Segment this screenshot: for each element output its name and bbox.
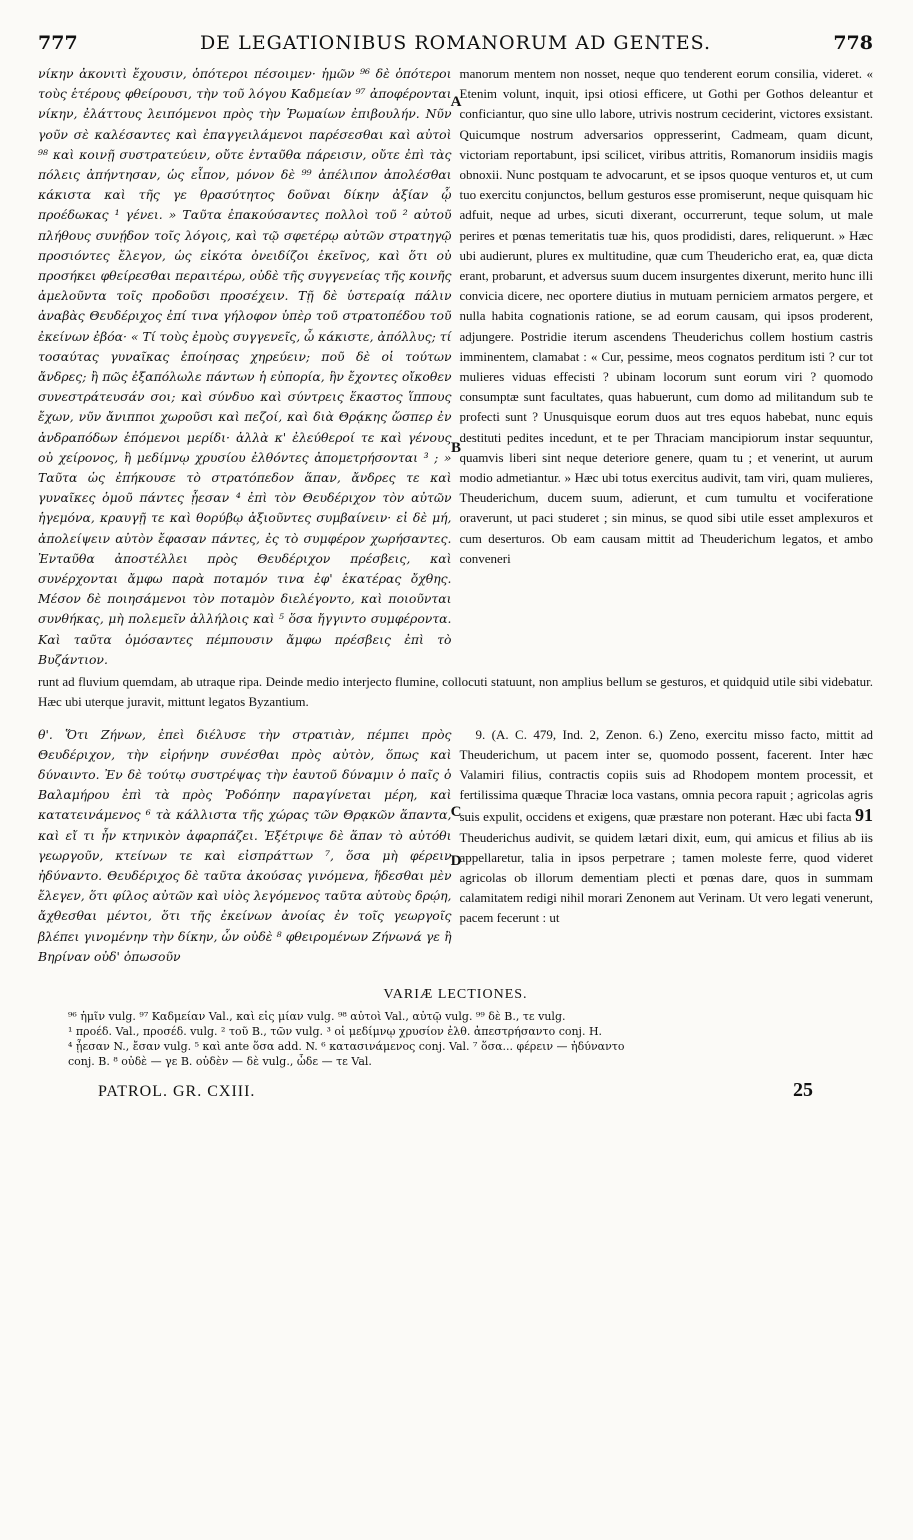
latin-column-2 [460, 725, 874, 967]
latin-column-1 [460, 64, 874, 670]
section-two [38, 725, 873, 967]
latin-paragraph: manorum mentem non nosset, neque quo tenderent eorum consilia, videret. « Etenim volunt, inquit, ipsi otiosi efficere, ut Gothi per Gothos deleantur et conficiantur, quo sine ullo labore, utrivis nostrum ceciderint, victores exsistant. Quicumque nostrum adversarios oppresserint, Cadmeam, quam dicunt, victoriam reportabunt, ipsi scilicet, viribus attritis, Romanorum insidiis magis obnoxii. Nunc postquam te advocarunt, et se ipsos quoque venturos et, ut cum tuo exercitu conjunctos, bellum gesturos esse promiserunt, neque quisquam hic adfuit, neque ad urbes, sicuti dixerant, occurrerunt, teque solum, ut male perires et pœnas temeritatis tuæ his, quos prodidisti, dares, reliquerunt. » Hæc ubi audierunt, plures ex multitudine, quæ cum Theudericho erat, ea, quæ dicta erant, probarunt, et adversus suum ducem insurgentes dixerunt, merito hunc illi convicia dicere, nec oportere diutius in mutuam perniciem armatos pergere, et nulla habita cognationis ratione, se ad eorum causam, qui ipsos proderent, adjungere. Postridie iterum ascendens Theuderichus collem hostium castris imminentem, clamabat : « Cur, pessime, meos cognatos perditum isti ? cur tot mulieres viduas effecisti ? ubinam locorum sunt eorum viri ? quomodo consumptæ sunt facultates, quas habuerunt, cum domo ad militandum sub te profecti sunt ? Unusquisque eorum duos aut tres equos habebat, nunc equis destituti pedites incedunt, et te per Thraciam mancipiorum instar sequuntur, quamvis liberi sint neque deteriore genere, quam tu ; et venerint, ut aurum modio admetiantur. » Hæc ubi totus exercitus audivit, tam viri, quam mulieres, Theuderichum, ducem suum, adierunt, et cum tumultu et vociferatione oraverunt, ut paci studeret ; sin minus, se quod sibi utile esset amplexuros et cum deserturos. Ob eam causam mittit ad Theuderichum legatos, et ambo conveneri [459, 66, 873, 566]
full-width-paragraph: runt ad fluvium quemdam, ab utraque ripa. Deinde medio interjecto flumine, collocuti statuunt, non amplius bellum se gesturos, et quidquid utile sibi videbatur. Hæc ubi uterque juravit, mittunt legatos Byzantium. [38, 674, 873, 710]
greek-paragraph-9: θ'. Ὅτι Ζήνων, ἐπεὶ διέλυσε τὴν στρατιὰν, πέμπει πρὸς Θευδέριχον, τὴν εἰρήνην συνέσθαι πρὸς αὐτὸν, ὅπως καὶ δύναιντο. Ἐν δὲ τούτῳ συστρέψας τὴν ἑαυτοῦ δύναμιν ὁ παῖς ὁ Βαλαμήρου ἐπὶ τὰ πρὸς Ῥοδόπην παραγίνεται μέρη, καὶ κατατεινάμενος ⁶ τὰ κάλλιστα τῆς χώρας τῶν Θρᾳκῶν ἅπαντα, καὶ εἴ τι ἦν κτηνικὸν ἀφαρπάζει. Ἐξέτριψε δὲ ἅπαν τὸ αὐτόθι γεωργοῦν, κτείνων τε καὶ εἰσπράττων ⁷, ὅσα μὴ φέρειν ἠδύναντο. Θευδέριχος δὲ ταῦτα ἀκούσας γινόμενα, ἥδεσθαι μὲν ἔλεγεν, ὅτι φίλος αὐτῶν καὶ υἱὸς λεγόμενος ταῦτα αὐτοὺς δρῴη, ἄχθεσθαι μέντοι, ὅτι τῆς ἐκείνων ἀνοίας ἐν τοῖς γεωργοῖς βλέπει γινομένην τὴν δίκην, ὧν οὐδὲ ⁸ φθειρομένων Ζήνωνά γε ἢ Βηρίναν οὐδ' ὁπωσοῦν [38, 726, 452, 964]
margin-marker-c: C [450, 804, 462, 820]
page-number-left: 777 [38, 32, 78, 54]
margin-marker-d: D [450, 852, 462, 869]
greek-column-2 [38, 725, 452, 967]
running-title: DE LEGATIONIBUS ROMANORUM AD GENTES. [199, 32, 712, 54]
variae-lectiones-title: VARIÆ LECTIONES. [383, 986, 528, 1002]
page-footer [38, 1079, 873, 1109]
signature-mark: 25 [793, 1078, 813, 1101]
footer-series-title: PATROL. GR. CXIII. [98, 1082, 256, 1100]
margin-marker-b: B [450, 440, 461, 456]
note-line: conj. B. ⁸ οὐδὲ — γε B. οὐδὲν — δὲ vulg., ὧδε — τε Val. [68, 1054, 372, 1068]
note-line: ⁴ ᾖεσαν N., ἔσαν vulg. ⁵ καὶ ante ὅσα add. N. ⁶ κατασινάμενος conj. Val. ⁷ ὅσα... φέρειν — ἠδύναντο [68, 1039, 625, 1053]
latin-paragraph-9 [460, 725, 874, 929]
note-line: ¹ προέδ. Val., προσέδ. vulg. ² τοῦ B., τῶν vulg. ³ οἱ μεδίμνῳ χρυσίον ἐλθ. ἀπεστρήσαντο conj. H. [68, 1024, 603, 1038]
page-number-right: 778 [833, 32, 873, 54]
column-number: 91 [855, 805, 874, 826]
latin-text-after: Theuderichus audivit, se quidem lætari dixit, eum, qui amicus et filius ab iis appellaretur, talia in ipsos perpetrare ; tamen moleste ferre, quod videret agricolas ob illorum dementiam plecti et pœnas dare, quos in summam calamitatem redigi nihil morari Zenonem aut Verinam. Ut vero legati venerunt, pacem fecerunt : ut [459, 829, 873, 926]
variae-lectiones-notes [38, 1009, 873, 1069]
greek-column-1 [38, 64, 452, 670]
greek-paragraph: νίκην ἀκονιτὶ ἔχουσιν, ὁπότεροι πέσοιμεν· ἡμῶν ⁹⁶ δὲ ὁπότεροι τοὺς ἑτέρους φθείρουσι, τὴν τοῦ λόγου Καδμείαν ⁹⁷ ἀποφέρονται νίκην, ἐλάττους λειπόμενοι πρὸς τὴν Ῥωμαίων ἐπιβουλήν. Νῦν γοῦν σὲ καλέσαντες καὶ ἐπαγγειλάμενοι παρέσεσθαι καὶ αὐτοὶ ⁹⁸ καὶ κοινῇ συστρατεύειν, οὔτε ἐνταῦθα πάρεισιν, οὔτε ἐπὶ τὰς πόλεις ἀπήντησαν, ὡς εἶπον, μόνον δὲ ⁹⁹ ἀπέλιπον ἀπολέσθαι κάκιστα καὶ τῆς γε θρασύτητος δοῦναι δίκην ἀξίαν ᾧ προέδωκας ¹ γένει. » Ταῦτα ἐπακούσαντες πολλοὶ τοῦ ² αὐτοῦ πλήθους συνῄδον τοῖς λόγοις, καὶ τῷ σφετέρῳ αὐτῶν στρατηγῷ προσιόντες ἔλεγον, ὡς εἰκότα ὀνειδίζοι ἐκεῖνος, καὶ ὅτι οὐ προσήκει φθείρεσθαι περαιτέρω, οὐδὲ τῆς συγγενείας τῆς κοινῆς ἀμελοῦντα τοῖς προδοῦσι προσέχειν. Τῇ δὲ ὑστεραίᾳ πάλιν ἀναβὰς Θευδέριχος ἐπί τινα γήλοφον ὑπὲρ τοῦ στρατοπέδου τοῦ ἐκείνων ἐβόα· « Τί τοὺς ἐμοὺς συγγενεῖς, ὦ κάκιστε, ἀπόλλυς; τί τοσαύτας γυναῖκας ἐποίησας χηρεύειν; ποῦ δὲ οἱ τούτων ἄνδρες; ἢ πῶς ἐξαπόλωλε πάντων ἡ εὐπορία, ἣν ἔχοντες οἴκοθεν συνεστράτευσάν σοι; καὶ σύνδυο καὶ σύντρεις ἕκαστος ἵππους ἔχων, νῦν ἄνιπποι χωροῦσι καὶ πεζοί, καὶ διὰ Θρᾴκης ὥσπερ ἐν ἀνδραπόδων ἑπόμενοι μερίδι· ἀλλὰ κ' ἐλεύθεροί τε καὶ γένους οὐ χείρονος, ἢ μεδίμνῳ χρυσίου ἐλθόντες ἀπομετρήσονται ³ ; » Ταῦτα ὡς ἐπήκουσε τὸ στρατόπεδον ἅπαν, ἄνδρες τε καὶ γυναῖκες ὁμοῦ πάντες ᾖεσαν ⁴ ἐπὶ τὸν Θευδέριχον τὸν αὐτῶν ἡγεμόνα, κραυγῇ τε καὶ θορύβῳ ἀξιοῦντες συμβαίνειν· εἰ δὲ μή, ἀπολείψειν αὐτὸν ἔφασαν πάντες, ἐς τὸ συμφέρον χωρήσαντες. Ἐνταῦθα ἀποστέλλει πρὸς Θευδέριχον πρέσβεις, καὶ συνέρχονται ἄμφω παρὰ ποταμόν τινα ἐφ' ἑκατέρας ὄχθης. Μέσον δὲ ποιησάμενοι τὸν ποταμὸν διελέγοντο, καὶ ποιοῦνται συνθήκας, μὴ πολεμεῖν ἀλλήλοις καὶ ⁵ ὅσα ἤγγιντο συμφέροντα. Καὶ ταῦτα ὁμόσαντες πέμπουσιν ἄμφω πρέσβεις ἐπὶ τὸ Βυζάντιον. [38, 66, 452, 667]
page-header [38, 30, 873, 64]
note-line: ⁹⁶ ἡμῖν vulg. ⁹⁷ Καδμείαν Val., καὶ εἰς μίαν vulg. ⁹⁸ αὐτοὶ Val., αὐτῷ vulg. ⁹⁹ δὲ B., τε vulg. [68, 1009, 566, 1023]
margin-marker-a: A [450, 94, 462, 110]
latin-text-before: 9. (A. C. 479, Ind. 2, Zenon. 6.) Zeno, exercitu misso facto, mittit ad Theuderichum, ut pacem inter se, quomodo possent, facerent. Inter hæc Valamiri filius, contractis copiis suis ad Rhodopem montem processit, et fertilissima quæque Thraciæ loca vastans, omnia pecora rapuit ; agricolas agris suis expulit, occidens et exigens, quæ præstare non poterant. Hæc ubi facta [459, 726, 873, 825]
